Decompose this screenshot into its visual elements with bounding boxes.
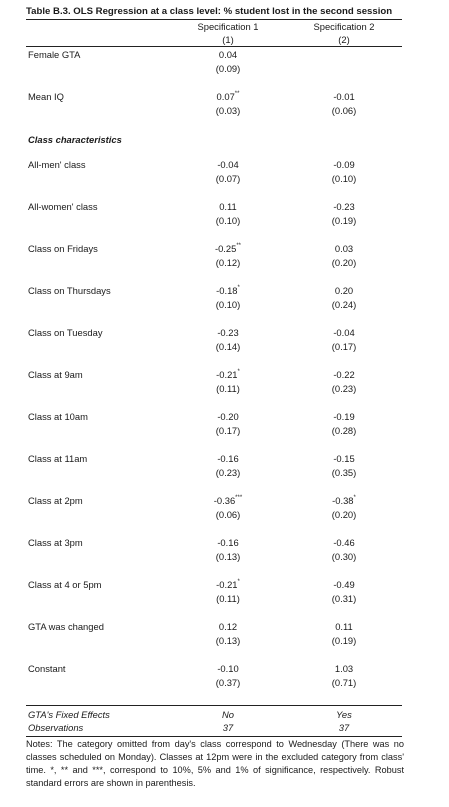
std-error-spec1: (0.13)	[215, 551, 241, 562]
row-label: Class at 9am	[28, 369, 83, 380]
coefficient-value: -0.15	[333, 453, 355, 464]
coef-spec2	[284, 159, 404, 171]
significance-stars: *	[237, 368, 240, 375]
coef-spec1	[168, 453, 288, 465]
std-error-spec2: (0.10)	[331, 173, 357, 184]
coef-spec1	[168, 411, 288, 423]
footer-label-observations: Observations	[28, 722, 84, 733]
std-error-spec2: (0.31)	[331, 593, 357, 604]
coef-spec2	[284, 369, 404, 381]
std-error-spec2: (0.19)	[331, 215, 357, 226]
std-error-spec1: (0.06)	[215, 509, 241, 520]
coefficient-value: -0.21	[216, 369, 238, 380]
coef-spec2	[284, 91, 404, 103]
coef-spec1	[168, 369, 288, 381]
coef-spec1	[168, 663, 288, 675]
coefficient-value: -0.22	[333, 369, 355, 380]
significance-stars: *	[237, 578, 240, 585]
row-label: All-women' class	[28, 201, 98, 212]
coef-spec1	[168, 91, 288, 103]
coefficient-value: -0.16	[217, 537, 239, 548]
std-error-spec1: (0.11)	[216, 593, 240, 604]
footer-value-observations-spec2: 37	[338, 722, 350, 733]
significance-stars: **	[234, 90, 240, 97]
std-error-spec1: (0.03)	[215, 105, 241, 116]
std-error-spec2: (0.35)	[331, 467, 357, 478]
coef-spec1	[168, 537, 288, 549]
coef-spec2	[284, 495, 404, 507]
coef-spec2	[284, 621, 404, 633]
std-error-spec1: (0.14)	[215, 341, 241, 352]
coefficient-value: -0.18	[216, 285, 238, 296]
row-label: All-men' class	[28, 159, 86, 170]
row-label: Class on Tuesday	[28, 327, 103, 338]
footer-label-fixed-effects: GTA's Fixed Effects	[28, 709, 110, 720]
coefficient-value: -0.04	[217, 159, 239, 170]
section-label-class-characteristics: Class characteristics	[28, 134, 122, 145]
coef-spec1	[168, 495, 288, 507]
footer-value-fixed-effects-spec2: Yes	[336, 709, 352, 720]
coefficient-value: 0.03	[334, 243, 354, 254]
row-label: Mean IQ	[28, 91, 64, 102]
std-error-spec2: (0.19)	[331, 635, 357, 646]
coefficient-value: -0.36	[213, 495, 236, 506]
significance-stars: ***	[235, 494, 243, 501]
coefficient-value: -0.38	[332, 495, 354, 506]
coef-spec1	[168, 579, 288, 591]
table-notes: Notes: The category omitted from day's class correspond to Wednesday (There was no classes scheduled on Monday). Classes at 12pm were in the excluded category from class' time. *, ** and ***, correspond to 10%, 5% and 1% of significance, respectively. Robust standard errors are shown in parenthesis.	[26, 739, 404, 788]
coef-spec2	[284, 411, 404, 423]
std-error-spec2: (0.06)	[331, 105, 357, 116]
row-label: Class at 10am	[28, 411, 88, 422]
coef-spec2	[284, 327, 404, 339]
coef-spec1	[168, 621, 288, 633]
coef-spec2	[284, 663, 404, 675]
coefficient-value: 0.04	[218, 49, 238, 60]
row-label: Class on Fridays	[28, 243, 98, 254]
coefficient-value: -0.09	[333, 159, 355, 170]
std-error-spec1: (0.10)	[215, 215, 241, 226]
std-error-spec2: (0.28)	[331, 425, 357, 436]
coefficient-value: -0.19	[333, 411, 355, 422]
coefficient-value: 1.03	[334, 663, 354, 674]
row-label: Class on Thursdays	[28, 285, 111, 296]
coefficient-value: -0.23	[217, 327, 239, 338]
std-error-spec2: (0.71)	[331, 677, 357, 688]
coefficient-value: -0.25	[214, 243, 237, 254]
std-error-spec1: (0.17)	[215, 425, 241, 436]
row-label: Class at 4 or 5pm	[28, 579, 102, 590]
significance-stars: *	[353, 494, 356, 501]
row-label: GTA was changed	[28, 621, 104, 632]
coef-spec1	[168, 159, 288, 171]
std-error-spec2: (0.30)	[331, 551, 357, 562]
column-number-1: (1)	[222, 34, 234, 45]
row-label: Female GTA	[28, 49, 81, 60]
coefficient-value: -0.16	[217, 453, 239, 464]
footer-rule	[26, 705, 402, 706]
footer-value-observations-spec1: 37	[222, 722, 234, 733]
coefficient-value: 0.20	[334, 285, 354, 296]
std-error-spec2: (0.23)	[331, 383, 357, 394]
std-error-spec2: (0.17)	[331, 341, 357, 352]
std-error-spec2: (0.20)	[331, 509, 357, 520]
std-error-spec1: (0.13)	[215, 635, 241, 646]
coefficient-value: -0.20	[217, 411, 239, 422]
std-error-spec2: (0.24)	[331, 299, 357, 310]
std-error-spec1: (0.12)	[215, 257, 241, 268]
std-error-spec2: (0.20)	[331, 257, 357, 268]
coefficient-value: -0.21	[216, 579, 238, 590]
std-error-spec1: (0.11)	[216, 383, 240, 394]
std-error-spec1: (0.37)	[215, 677, 241, 688]
coefficient-value: -0.49	[333, 579, 355, 590]
footer-value-fixed-effects-spec1: No	[222, 709, 234, 720]
coefficient-value: -0.46	[333, 537, 355, 548]
coefficient-value: 0.12	[218, 621, 238, 632]
coef-spec1	[168, 327, 288, 339]
significance-stars: **	[236, 242, 242, 249]
significance-stars: *	[237, 284, 240, 291]
row-label: Class at 2pm	[28, 495, 83, 506]
coefficient-value: -0.04	[333, 327, 355, 338]
top-rule	[26, 19, 402, 20]
row-label: Class at 11am	[28, 453, 88, 464]
std-error-spec1: (0.07)	[215, 173, 241, 184]
table-title: Table B.3. OLS Regression at a class level: % student lost in the second session	[26, 6, 393, 17]
coefficient-value: -0.01	[333, 91, 355, 102]
coefficient-value: -0.23	[333, 201, 355, 212]
row-label: Constant	[28, 663, 66, 674]
column-number-2: (2)	[338, 34, 350, 45]
coef-spec1	[168, 285, 288, 297]
coef-spec1	[168, 201, 288, 213]
coef-spec2	[284, 201, 404, 213]
std-error-spec1: (0.23)	[215, 467, 241, 478]
coef-spec2	[284, 243, 404, 255]
header-rule	[26, 46, 402, 47]
coef-spec2	[284, 579, 404, 591]
column-header-spec2: Specification 2	[313, 21, 375, 32]
coef-spec2	[284, 453, 404, 465]
coef-spec2	[284, 285, 404, 297]
coefficient-value: 0.11	[219, 201, 237, 212]
std-error-spec1: (0.10)	[215, 299, 241, 310]
row-label: Class at 3pm	[28, 537, 83, 548]
coef-spec1	[168, 243, 288, 255]
std-error-spec1: (0.09)	[215, 63, 241, 74]
coefficient-value: 0.11	[335, 621, 353, 632]
coef-spec1	[168, 49, 288, 61]
coefficient-value: -0.10	[217, 663, 239, 674]
bottom-rule	[26, 736, 402, 737]
coefficient-value: 0.07	[216, 91, 235, 102]
column-header-spec1: Specification 1	[197, 21, 259, 32]
coef-spec2	[284, 537, 404, 549]
